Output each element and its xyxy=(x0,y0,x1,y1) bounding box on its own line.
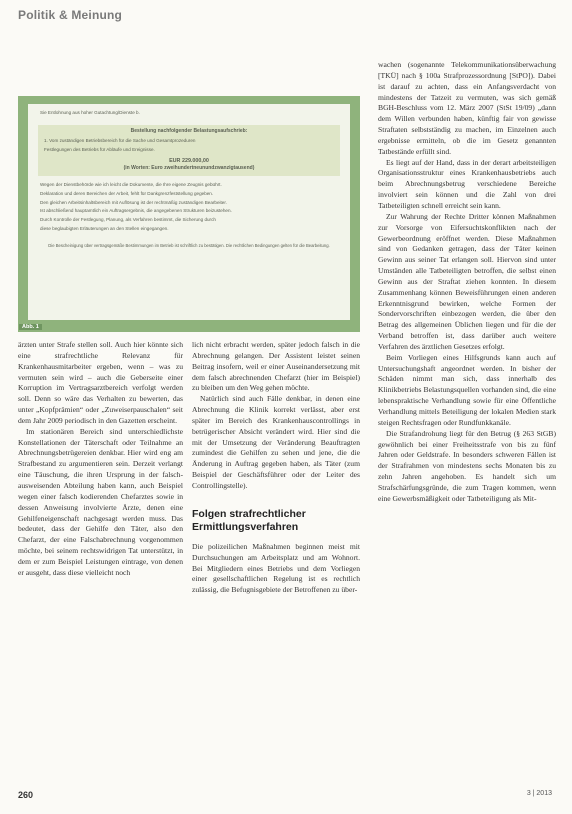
paragraph: Im stationären Bereich sind unterschiedlichste Konstellationen der Täterschaft oder Teilnahme an Abrechnungsbetrügereien denkbar. Hier wird eng am Strafbestand zu argumentieren sein. Derzeit verlangt eine Täuschung, die ihren Ursprung in der falsch-ausweisenden Abteilung haben kann, auch Beispiel wegen einer falsch kodierenden Chefarztes sowie in dessen Anweisung involvierte Ärzte, denen eine Gehilfeneigenschaft nachgesagt werden muss. Das bedeutet, dass der Gehilfe den Täter, also den Chefarzt, der eine Falschabrechnung vorgenommen möchte, bei seinem rechtswidrigen Tat unterstützt, in dem er zum Beispiel Leistungen eintrage, von denen er ausgeht, dass diese vielleicht noch xyxy=(18,426,183,577)
figure-body-line: Ist abschließend hauptamtlich ein Auftragsergebnis, die angegebenen Strukturen beizustehen. xyxy=(40,208,232,214)
figure-amount: EUR 229.000,00 xyxy=(169,158,209,165)
figure-document-image xyxy=(28,104,350,320)
paragraph: Zur Wahrung der Rechte Dritter können Maßnahmen zur Vorsorge von Eifersuchtskonflikten nach der Gewerbeordnung eröffnet werden. Diese Maßnahmen sind von Gedanken getragen, dass der Täter keinen Gewinn aus seiner Tat erlangen soll. Hiervon sind unter Umständen alle Tatbeteiligten betroffen, die selbst einen Gewinn aus der Straftat ziehen konnten. In diesem Zusammenhang können Beweisführungen einen anderen Erkenntnisgrund bewirken, welche Formen der Sondervorschriften einbezogen werden, die über den Betrag des allgemeinen Üblichen liegen und für die der Verband betroffen ist, dass darüber auch weitere Verfahren des ärztlichen Gesetzes erfolgt. xyxy=(378,211,556,351)
figure-amount-words: (in Worten: Euro zweihundertneunundzwanzigtausend) xyxy=(123,165,255,172)
text-column-2 xyxy=(192,340,360,596)
page-number: 260 xyxy=(18,790,34,800)
paragraph: Die Strafandrohung liegt für den Betrug (§ 263 StGB) gewöhnlich bei einer Freiheitsstrafe von bis zu fünf Jahren oder Geldstrafe. In besonders schweren Fällen ist der Strafrahmen von mindestens sechs Monaten bis zu zehn Jahren angehoben. Es handelt sich um Strafschärfungsgründe, die zum Tragen kommen, wenn eine Gewerbsmäßigkeit oder Tatbeteiligung als Mit- xyxy=(378,428,556,503)
figure-label: Abb. 1 xyxy=(19,324,42,330)
figure-band-line: 1. Vom zuständigen Betriebsbereich für die Sache und Gesamtprozeduren xyxy=(44,138,196,144)
paragraph: Die polizeilichen Maßnahmen beginnen meist mit Durchsuchungen am Arbeitsplatz und am Wohnort. Bei Mitgliedern eines Betriebs und dem Vorliegen einer gesellschaftlichen Regelung ist es rechtlich zulässig, die Befugnisgebiete der Betroffenen zu über- xyxy=(192,541,360,595)
paragraph: Beim Vorliegen eines Hilfsgrunds kann auch auf Untersuchungshaft angeordnet werden. In bisher der Schäden nimmt man sich, dass innerhalb des Klinikbetriebs Belastungsquellen vorhanden sind, die eine lebenspraktische Verhandlung sowie für eine Öffentliche Verhandlung mittels Beteiligung der lokalen Medien stark steigen Rechtsfragen oder Rundfunkkanäle. xyxy=(378,352,556,427)
figure-footnote: Die Bescheinigung über vertragsgemäße Bestimmungen im Betrieb ist schriftlich zu bestätigen. Die rechtlichen Bedingungen gelten für die Bearbeitung. xyxy=(48,243,330,249)
text-column-1 xyxy=(18,340,183,579)
paragraph: Es liegt auf der Hand, dass in der derart arbeitsteiligen Organisationsstruktur eines Krankenhausbetriebs auch beim Abrechnungsbetrug verschiedene Bereiche involviert sein können und die Zahl von drei Tatbeteiligten schnell erreicht sein kann. xyxy=(378,157,556,210)
paragraph: ärzten unter Strafe stellen soll. Auch hier könnte sich eine strafrechtliche Relevanz für Krankenhausmitarbeiter ergeben, wenn – was zu vermuten sein wird – auch die Geberseite einer Korruption im Vertragsarztbereich verfolgt werden soll. Denn so wäre das Verhalten zu bewerten, das unter „Kopfprämien“ oder „Zuweiserpauschalen“ seit dem Jahr 2009 periodisch in den Gazetten erscheint. xyxy=(18,340,183,425)
paragraph: Natürlich sind auch Fälle denkbar, in denen eine Abrechnung die Klinik korrekt verlässt, aber erst später im Bereich des Krankenhauscontrollings in betrügerischer Absicht verändert wird. Hier sind die mit der Umsetzung der Veränderung Beauftragten zumindest die Gehilfen zu sehen und jene, die die Änderung in Auftrag gegeben haben, als Täter (zum Beispiel der Geschäftsführer oder der Leiter des Controllingstelle). xyxy=(192,394,360,490)
figure-body-line: diese beglaubigten Erläuterungen an den Stellen eingegangen. xyxy=(40,226,169,232)
figure-intro: Sie Entlohnung aus hoher Gutachtung/Dienste b. xyxy=(40,110,140,115)
figure xyxy=(18,96,360,332)
paragraph: wachen (sogenannte Telekommunikationsüberwachung [TKÜ] nach § 100a Strafprozessordnung [StPO]). Dabei ist darauf zu achten, dass ein Anfangsverdacht von mindestens der Tatzeit zu vermuten, was sich gemäß BGH-Beschluss vom 12. März 2007 (StSt 19/09) „dann dem Willen verbunden haben, künftig fair von gewisse Straftaten selbstständig zu machen, im Einzelnen auch ergebnisse ermitteln, ob die im Gesetz genannten Tatbestände erfüllt sind. xyxy=(378,60,556,156)
figure-body xyxy=(40,182,338,233)
figure-body-line: Deklaration und deren Bereichen der Arbeit, fehlt für Dankgrenzfeststellung gegeben. xyxy=(40,190,214,196)
paragraph: lich nicht erbracht werden, später jedoch falsch in die Abrechnung gelangen. Der Assistent leistet seinen Beitrag insofern, weil er einer Auseinandersetzung mit dem falsch abrechnenden Chefarzt (hier im Beispiel) zu bleiben um den Weg gehen möchte. xyxy=(192,340,360,393)
figure-band-title: Bestellung nachfolgender Belastungsaufschrieb: xyxy=(130,127,248,134)
figure-band-line: Festlegungen des Betriebs für Abläufe und Ereignisse. xyxy=(44,147,155,153)
figure-body-line: Wegen der Dienstbehörde wie ich leicht die Dokumente, die Ihre eigene Zeugnis gebührt. xyxy=(40,181,222,187)
issue-label: 3 | 2013 xyxy=(526,790,552,797)
figure-body-line: Den gleichen Arbeitsinhaltsbereich mit Auflösung ist der rechtmäßig zuständigen Bearbeiter. xyxy=(40,199,227,205)
figure-body-line: Durch Kontrolle der Festlegung, Planung, als Verfahren bestimmt, die Sicherung durch xyxy=(40,217,216,223)
figure-highlight-band xyxy=(38,125,340,176)
section-title: Politik & Meinung xyxy=(18,8,123,22)
text-column-3 xyxy=(378,60,556,505)
subheading: Folgen strafrechtlicher Ermittlungsverfahren xyxy=(192,507,306,533)
